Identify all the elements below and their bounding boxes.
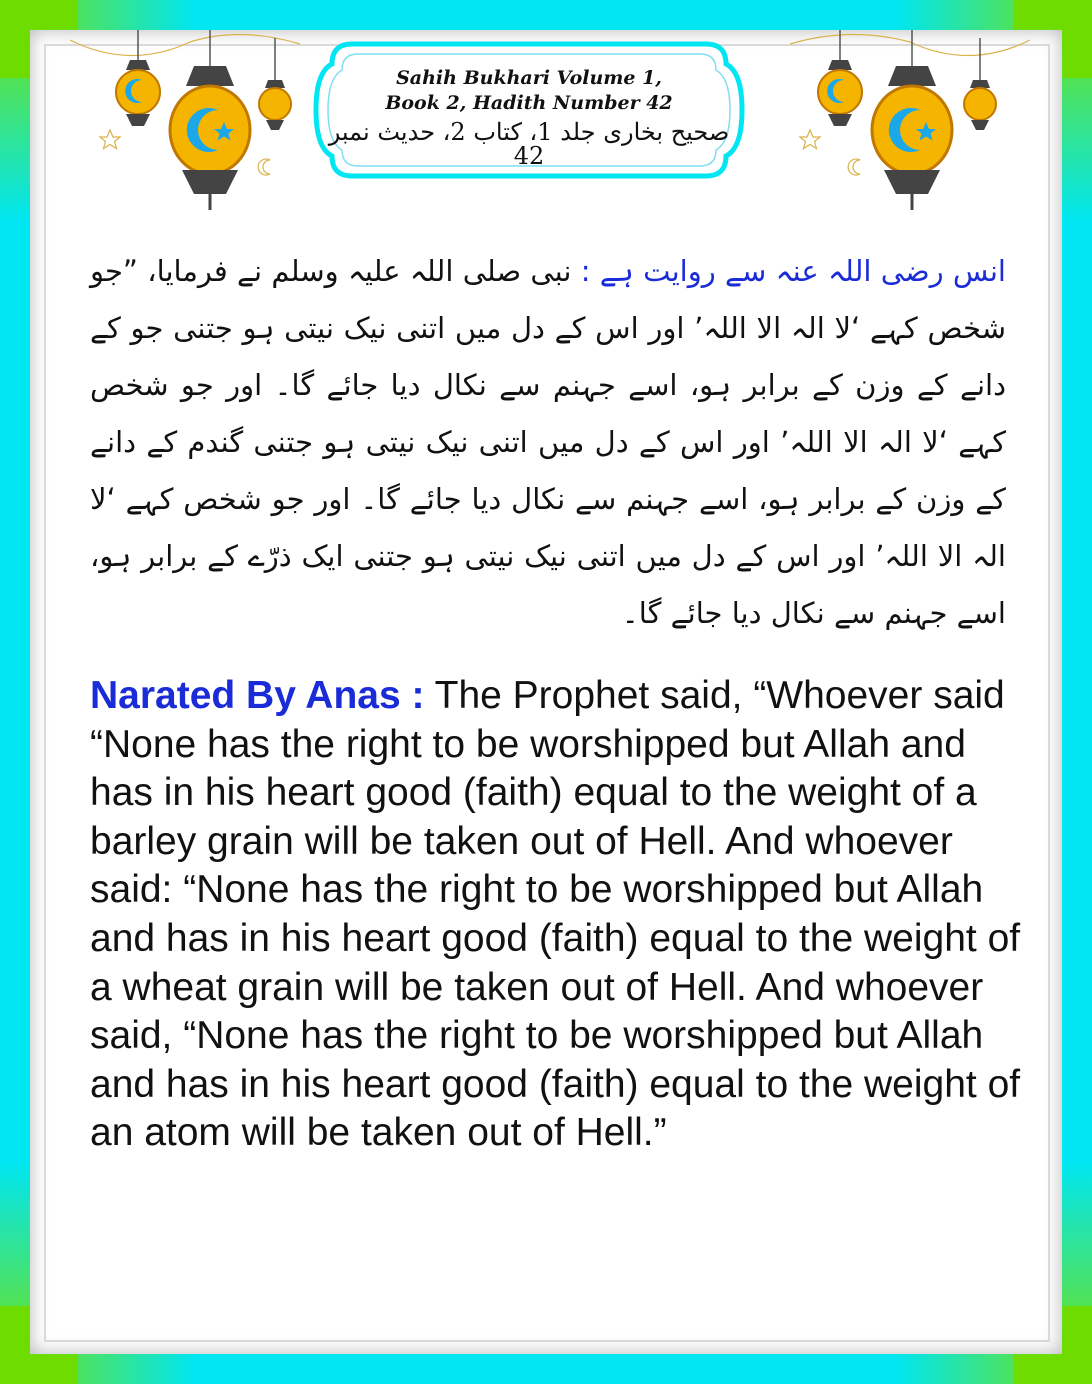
page-title-line1: Sahih Bukhari Volume 1, — [396, 67, 662, 89]
frame-bottom — [0, 1354, 1092, 1384]
frame-right — [1062, 0, 1092, 1384]
frame-left — [0, 0, 30, 1384]
english-hadith-text — [90, 672, 1030, 1158]
urdu-hadith-text — [90, 243, 1006, 642]
urdu-narrator: انس رضی اللہ عنہ سے روایت ہے : — [580, 254, 1006, 288]
lantern-icon — [116, 30, 160, 126]
english-narrator: Narated By Anas : — [90, 674, 425, 717]
page-title-line2: Book 2, Hadith Number 42 — [385, 92, 673, 114]
lantern-group-left — [70, 30, 310, 220]
page-title-urdu: صحیح بخاری جلد 1، کتاب 2، حدیث نمبر 42 — [328, 118, 730, 170]
lantern-icon — [170, 30, 250, 210]
title-badge — [312, 40, 746, 180]
frame-top — [0, 0, 1092, 30]
star-icon — [800, 130, 860, 175]
urdu-body: نبی صلی اللہ علیہ وسلم نے فرمایا، ”جو شخص کہے ‘لا الہ الا اللہ’ اور اس کے دل میں اتنی نیک نیتی ہو جتنی جو کے دانے کے وزن کے برابر ہو، اسے جہنم سے نکال دیا جائے گا۔ اور جو شخص کہے ‘لا الہ الا اللہ’ اور اس کے دل میں اتنی نیک نیتی ہو جتنی گندم کے دانے کے وزن کے برابر ہو، اسے جہنم سے نکال دیا جائے گا۔ اور جو شخص کہے ‘لا الہ الا اللہ’ اور اس کے دل میں اتنی نیک نیتی ہو جتنی ایک ذرّے کے برابر ہو، اسے جہنم سے نکال دیا جائے گا۔ — [90, 254, 1006, 630]
lantern-group-right — [790, 30, 1030, 220]
lantern-icon — [872, 30, 952, 210]
lantern-icon — [964, 38, 996, 130]
lantern-icon — [259, 38, 291, 130]
lantern-icon — [818, 30, 862, 126]
english-body: The Prophet said, “Whoever said “None has the right to be worshipped but Allah and has in his heart good (faith) equal to the weight of a barley grain will be taken out of Hell. And whoever said: “None has the right to be worshipped but Allah and has in his heart good (faith) equal to the weight of a wheat grain will be taken out of Hell. And whoever said, “None has the right to be worshipped but Allah and has in his heart good (faith) equal to the weight of an atom will be taken out of Hell.” — [90, 674, 1021, 1155]
